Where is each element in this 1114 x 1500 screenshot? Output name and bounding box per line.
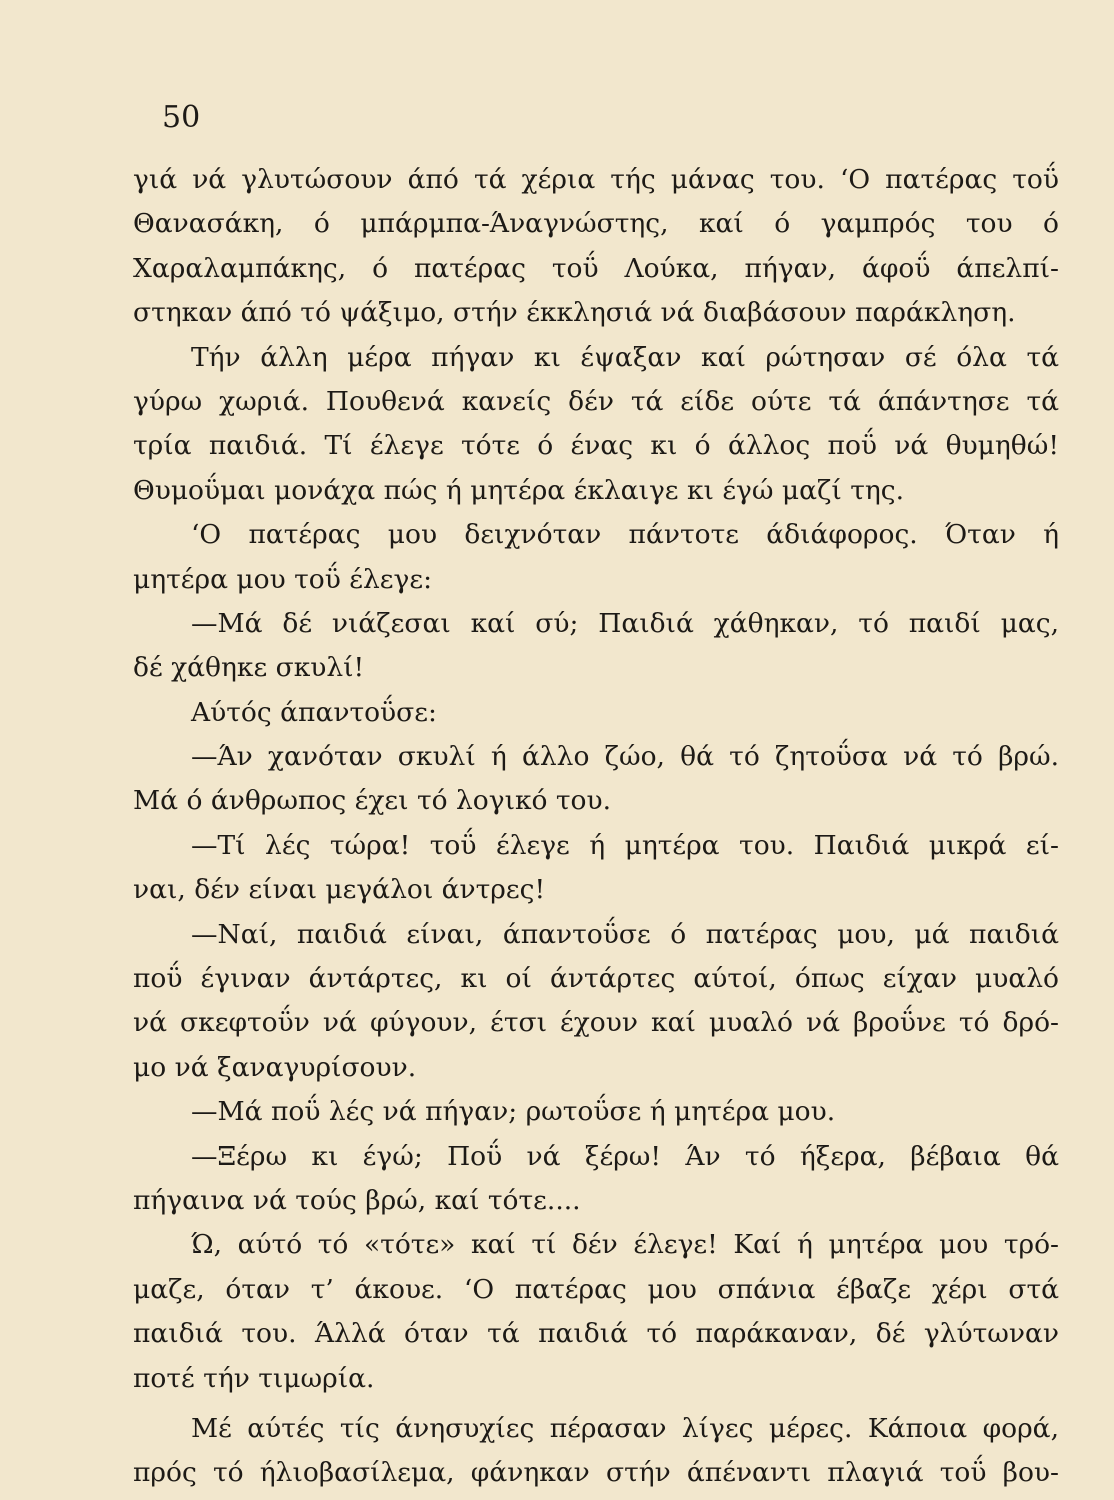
text-line: παιδιά του. Άλλά όταν τά παιδιά τό παράκαναν, δέ γλύτωναν <box>133 1318 1059 1350</box>
text-line: Χαραλαμπάκης, ό πατέρας τοΰ Λούκα, πήγαν, άφοΰ άπελπί- <box>133 252 1059 284</box>
text-line: —Άν χανόταν σκυλί ή άλλο ζώο, θά τό ζητοΰσα νά τό βρώ. <box>191 741 1059 773</box>
text-line: τρία παιδιά. Τί έλεγε τότε ό ένας κι ό άλλος ποΰ νά θυμηθώ! <box>133 430 1059 462</box>
text-line: δέ χάθηκε σκυλί! <box>133 652 365 684</box>
text-line: γιά νά γλυτώσουν άπό τά χέρια τής μάνας του. ‘Ο πατέρας τοΰ <box>133 164 1059 195</box>
text-line: —Ναί, παιδιά είναι, άπαντοΰσε ό πατέρας μου, μά παιδιά <box>191 918 1059 950</box>
text-line: —Μά δέ νιάζεσαι καί σύ; Παιδιά χάθηκαν, τό παιδί μας, <box>191 607 1059 639</box>
text-line: —Μά ποΰ λές νά πήγαν; ρωτοΰσε ή μητέρα μου. <box>191 1096 836 1128</box>
text-line: μητέρα μου τοΰ έλεγε: <box>133 563 432 595</box>
text-line: Θυμοΰμαι μονάχα πώς ή μητέρα έκλαιγε κι έγώ μαζί της. <box>133 474 905 506</box>
text-line: Ώ, αύτό τό «τότε» καί τί δέν έλεγε! Καί ή μητέρα μου τρό- <box>191 1229 1059 1261</box>
text-line: Αύτός άπαντοΰσε: <box>191 696 437 728</box>
text-line: —Ξέρω κι έγώ; Ποΰ νά ξέρω! Άν τό ήξερα, βέβαια θά <box>191 1140 1059 1172</box>
text-line: ποτέ τήν τιμωρία. <box>133 1362 375 1394</box>
text-line: μο νά ξαναγυρίσουν. <box>133 1051 417 1083</box>
text-line: Μέ αύτές τίς άνησυχίες πέρασαν λίγες μέρες. Κάποια φορά, <box>191 1412 1059 1444</box>
text-line: νά σκεφτοΰν νά φύγουν, έτσι έχουν καί μυαλό νά βροΰνε τό δρό- <box>133 1007 1059 1039</box>
text-line: ‘Ο πατέρας μου δειχνόταν πάντοτε άδιάφορος. Όταν ή <box>191 519 1059 551</box>
text-line: Θανασάκη, ό μπάρμπα-Άναγνώστης, καί ό γαμπρός του ό <box>133 208 1059 240</box>
text-line: —Τί λές τώρα! τοΰ έλεγε ή μητέρα του. Παιδιά μικρά εί- <box>191 829 1059 861</box>
text-line: πρός τό ήλιοβασίλεμα, φάνηκαν στήν άπέναντι πλαγιά τοΰ βου- <box>133 1457 1059 1489</box>
text-line: Μά ό άνθρωπος έχει τό λογικό του. <box>133 785 612 817</box>
body-text <box>133 158 1059 1496</box>
text-line: ναι, δέν είναι μεγάλοι άντρες! <box>133 874 546 906</box>
text-line: μαζε, όταν τ’ άκουε. ‘Ο πατέρας μου σπάνια έβαζε χέρι στά <box>133 1273 1059 1305</box>
text-line: Τήν άλλη μέρα πήγαν κι έψαξαν καί ρώτησαν σέ όλα τά <box>191 341 1059 373</box>
text-line: πήγαινα νά τούς βρώ, καί τότε.... <box>133 1184 581 1216</box>
text-line: ποΰ έγιναν άντάρτες, κι οί άντάρτες αύτοί, όπως είχαν μυαλό <box>133 963 1059 995</box>
page-number: 50 <box>162 100 201 135</box>
text-line: στηκαν άπό τό ψάξιμο, στήν έκκλησιά νά διαβάσουν παράκληση. <box>133 297 1016 329</box>
text-line: γύρω χωριά. Πουθενά κανείς δέν τά είδε ούτε τά άπάντησε τά <box>133 385 1059 417</box>
